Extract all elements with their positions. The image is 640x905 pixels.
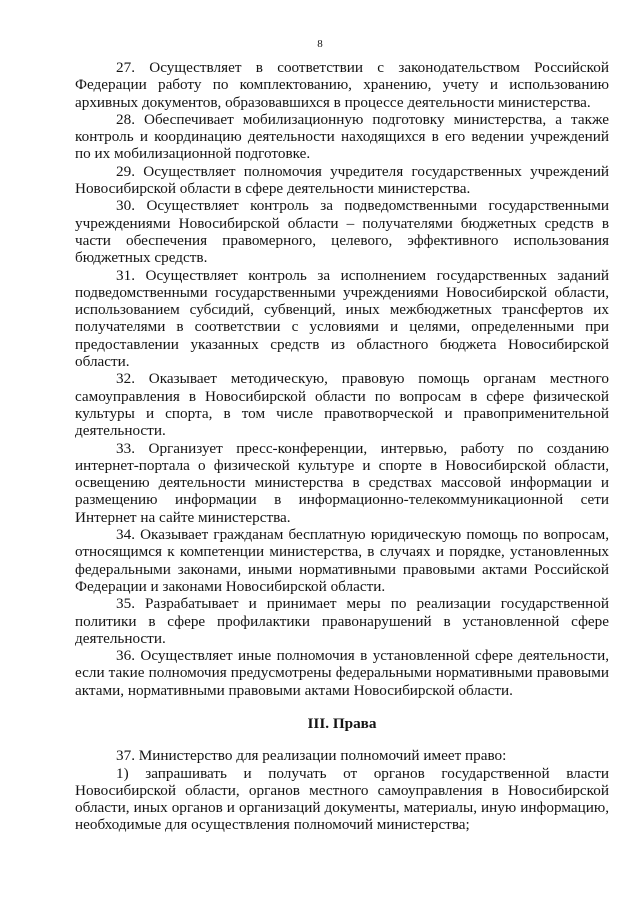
document-body xyxy=(75,59,609,834)
paragraph-37-item-1: 1) запрашивать и получать от органов государственной власти Новосибирской области, органов местного самоуправления в Новосибирской области, иных органов и организаций документы, материалы, иную информацию, необходимые для осуществления полномочий министерства; xyxy=(75,764,609,834)
paragraph-33: 33. Организует пресс-конференции, интервью, работу по созданию интернет-портала о физической культуре и спорте в Новосибирской области, освещению деятельности министерства в средствах массовой информации и размещению информации в информационно-телекоммуникационной сети Интернет на сайте министерства. xyxy=(75,439,609,526)
paragraph-27: 27. Осуществляет в соответствии с законодательством Российской Федерации работу по комплектованию, хранению, учету и использованию архивных документов, образовавшихся в процессе деятельности министерства. xyxy=(75,59,609,111)
paragraph-31: 31. Осуществляет контроль за исполнением государственных заданий подведомственными государственными учреждениями Новосибирской области, использованием субсидий, субвенций, иных межбюджетных трансфертов их получателями в соответствии с условиями и целями, определенными при предоставлении указанных средств из областного бюджета Новосибирской области. xyxy=(75,266,609,371)
paragraph-37: 37. Министерство для реализации полномочий имеет право: xyxy=(116,747,507,765)
paragraph-28: 28. Обеспечивает мобилизационную подготовку министерства, а также контроль и координацию деятельности находящихся в его ведении учреждений по их мобилизационной подготовке. xyxy=(75,110,609,163)
page-number: 8 xyxy=(317,38,323,50)
paragraph-35: 35. Разрабатывает и принимает меры по реализации государственной политики в сфере профилактики правонарушений в установленной сфере деятельности. xyxy=(75,595,609,647)
paragraph-30: 30. Осуществляет контроль за подведомственными государственными учреждениями Новосибирской области – получателями бюджетных средств в части обеспечения правомерного, целевого, эффективного использования бюджетных средств. xyxy=(75,197,609,267)
paragraph-32: 32. Оказывает методическую, правовую помощь органам местного самоуправления в Новосибирской области по вопросам в сфере физической культуры и спорта, в том числе правотворческой и правоприменительной деятельности. xyxy=(75,370,609,440)
paragraph-34: 34. Оказывает гражданам бесплатную юридическую помощь по вопросам, относящимся к компетенции министерства, в случаях и порядке, установленных федеральными законами, иными нормативными правовыми актами Российской Федерации и законами Новосибирской области. xyxy=(75,526,609,595)
paragraph-36: 36. Осуществляет иные полномочия в установленной сфере деятельности, если такие полномочия предусмотрены федеральными нормативными правовыми актами, нормативными правовыми актами Новосибирской области. xyxy=(75,647,609,699)
section-heading: III. Права xyxy=(307,714,377,732)
paragraph-29: 29. Осуществляет полномочия учредителя государственных учреждений Новосибирской области в сфере деятельности министерства. xyxy=(75,162,609,198)
